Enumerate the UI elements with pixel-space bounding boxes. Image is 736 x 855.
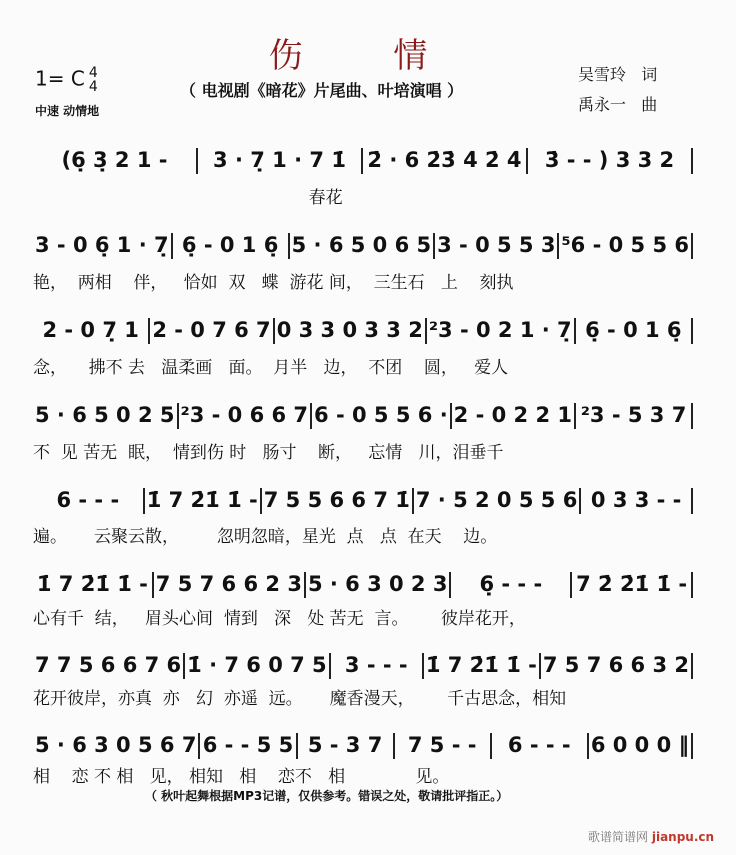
staff-line [35, 318, 695, 344]
bar-line [393, 733, 395, 759]
bar-line [574, 403, 576, 429]
measure: 3 - - - [344, 653, 408, 677]
measure: 5 · 6 3 0 2 3 [307, 572, 448, 596]
subtitle: （ 电视剧《暗花》片尾曲、叶培演唱 ） [180, 81, 464, 100]
bar-line [412, 488, 414, 514]
measure: 1̇ 7 2̇1̇ 1̇ - [36, 572, 148, 596]
song-title: 伤 情 [268, 36, 468, 76]
measure: 6 0 0 0 ‖ [590, 733, 690, 757]
lyric-line: 艳， 两相 伴， 恰如 双 蝶 游花 间， 三生石 上 刻执 [33, 273, 514, 293]
measure: 0 3 3 0 3 3 2 [276, 318, 423, 342]
measure: ⁵6 - 0 5 5 6 [561, 233, 689, 257]
measure: 6̣ - 0 1 6̣ [181, 233, 279, 257]
bar-line [143, 488, 145, 514]
bar-line [152, 572, 154, 598]
time-top: 4 [88, 65, 98, 81]
bar-line [691, 148, 693, 174]
bar-line [579, 488, 581, 514]
measure: 3 · 7̣ 1 · 7 1̇ [213, 148, 346, 172]
bar-line [329, 653, 331, 679]
key-label: 1= C [35, 66, 85, 91]
measure: 3 - 0 5 5 3 [437, 233, 556, 257]
measure: ²3 - 0 6 6 7 [180, 403, 309, 427]
measure: 1̇ 7 2̇1̇ 1̇ - [425, 653, 537, 677]
measure: 7 5 5 6 6 7 1̇ [263, 488, 410, 512]
measure: 2 - 0 7̣ 1 [42, 318, 139, 342]
bar-line [177, 403, 179, 429]
measure: 7 7 5 6 6 7 6 [35, 653, 182, 677]
measure: 1̇ 7 2̇1̇ 1̇ - [146, 488, 258, 512]
bar-line [691, 233, 693, 259]
staff-line [35, 733, 695, 759]
bar-line [198, 733, 200, 759]
time-bottom: 4 [88, 79, 98, 95]
lyric-line: 春花 [33, 188, 343, 208]
measure: 7 5 7 6 6 2 3 [155, 572, 302, 596]
watermark-url: jianpu.cn [651, 830, 715, 844]
measure: 6 - 0 5 5 6 · [314, 403, 448, 427]
bar-line [490, 733, 492, 759]
measure: 3 - 0 6̣ 1 · 7̣ [35, 233, 169, 257]
bar-line [361, 148, 363, 174]
bar-line [691, 572, 693, 598]
measure: 1̇ · 7 6 0 7 5 [187, 653, 327, 677]
measure: 6 - - - [507, 733, 571, 757]
measure: ²3 - 5 3 7 [580, 403, 687, 427]
watermark-text: 歌谱简谱网 [588, 830, 649, 844]
bar-line [425, 318, 427, 344]
bar-line [296, 733, 298, 759]
measure: 5 · 6 5 0 6 5 [291, 233, 432, 257]
bar-line [587, 733, 589, 759]
staff-line [35, 403, 695, 429]
measure: 7 5 7 6 6 3 2 [542, 653, 689, 677]
measure: 0 3 3 - - [590, 488, 682, 512]
bar-line [691, 488, 693, 514]
measure: 2̇ · 6 2̇3̇ 4̇ 2̇ 4̇ [367, 148, 522, 172]
bar-line [196, 148, 198, 174]
time-signature [89, 66, 98, 94]
bar-line [449, 572, 451, 598]
tempo-marking: 中速 动情地 [35, 104, 100, 118]
lyric-line: 不 见 苦无 眠， 情到伤 时 肠寸 断， 忘情 川，泪垂千 [33, 443, 504, 463]
composer-credit: 禹永一 曲 [578, 95, 658, 114]
lyric-line: 遍。 云聚云散， 忽明忽暗，星光 点 点 在天 边。 [33, 527, 498, 547]
measure: 2 - 0 2 2 1 [453, 403, 573, 427]
watermark [588, 828, 714, 845]
bar-line [183, 653, 185, 679]
bar-line [539, 653, 541, 679]
bar-line [557, 233, 559, 259]
measure: 3̇ - - ) 3 3 2 [544, 148, 675, 172]
staff-line [35, 488, 695, 514]
measure: 5 - 3 7 [307, 733, 383, 757]
measure: 2 - 0 7 6 7 [152, 318, 271, 342]
lyric-line: 相 恋 不 相 见， 相知 相 恋不 相 见。 [33, 767, 450, 787]
bar-line [691, 318, 693, 344]
bar-line [691, 653, 693, 679]
bar-line [304, 572, 306, 598]
staff-line [35, 572, 695, 598]
measure: (6̣ 3̣ 2 1 - [61, 148, 168, 172]
measure: 5 · 6 3 0 5 6 7 [35, 733, 197, 757]
bar-line [148, 318, 150, 344]
staff-line [35, 233, 695, 259]
bar-line [422, 653, 424, 679]
lyric-line: 念， 拂不 去 温柔画 面。 月半 边， 不团 圆， 爱人 [33, 358, 509, 378]
bar-line [310, 403, 312, 429]
measure: 7 5 - - [407, 733, 477, 757]
bar-line [171, 233, 173, 259]
lyric-line: 心有千 结， 眉头心间 情到 深 处 苦无 言。 彼岸花开， [33, 609, 526, 629]
measure: 7 2̇ 2̇1̇ 1̇ - [576, 572, 688, 596]
measure: 5 · 6 5 0 2 5 [35, 403, 175, 427]
bar-line [288, 233, 290, 259]
measure: 6 - - - [56, 488, 120, 512]
staff-line [35, 653, 695, 679]
measure: ²3 - 0 2 1 · 7̣ [428, 318, 572, 342]
measure: 6̣ - - - [479, 572, 543, 596]
bar-line [526, 148, 528, 174]
bar-line [273, 318, 275, 344]
key-signature [35, 66, 98, 94]
lyric-line: 花开彼岸，亦真 亦 幻 亦遥 远。 魔香漫天， 千古思念，相知 [33, 689, 567, 709]
bar-line [574, 318, 576, 344]
measure: 6̣ - 0 1 6̣ [585, 318, 682, 342]
transcription-note: （ 秋叶起舞根据MP3记谱，仅供参考。错误之处，敬请批评指正。） [145, 789, 509, 803]
measure: 6 - - 5 5 [202, 733, 294, 757]
bar-line [570, 572, 572, 598]
staff-line [35, 148, 695, 174]
bar-line [691, 733, 693, 759]
bar-line [433, 233, 435, 259]
bar-line [450, 403, 452, 429]
lyricist-credit: 吴雪玲 词 [578, 65, 658, 84]
measure: 7 · 5 2 0 5 5 6 [415, 488, 578, 512]
bar-line [691, 403, 693, 429]
bar-line [260, 488, 262, 514]
